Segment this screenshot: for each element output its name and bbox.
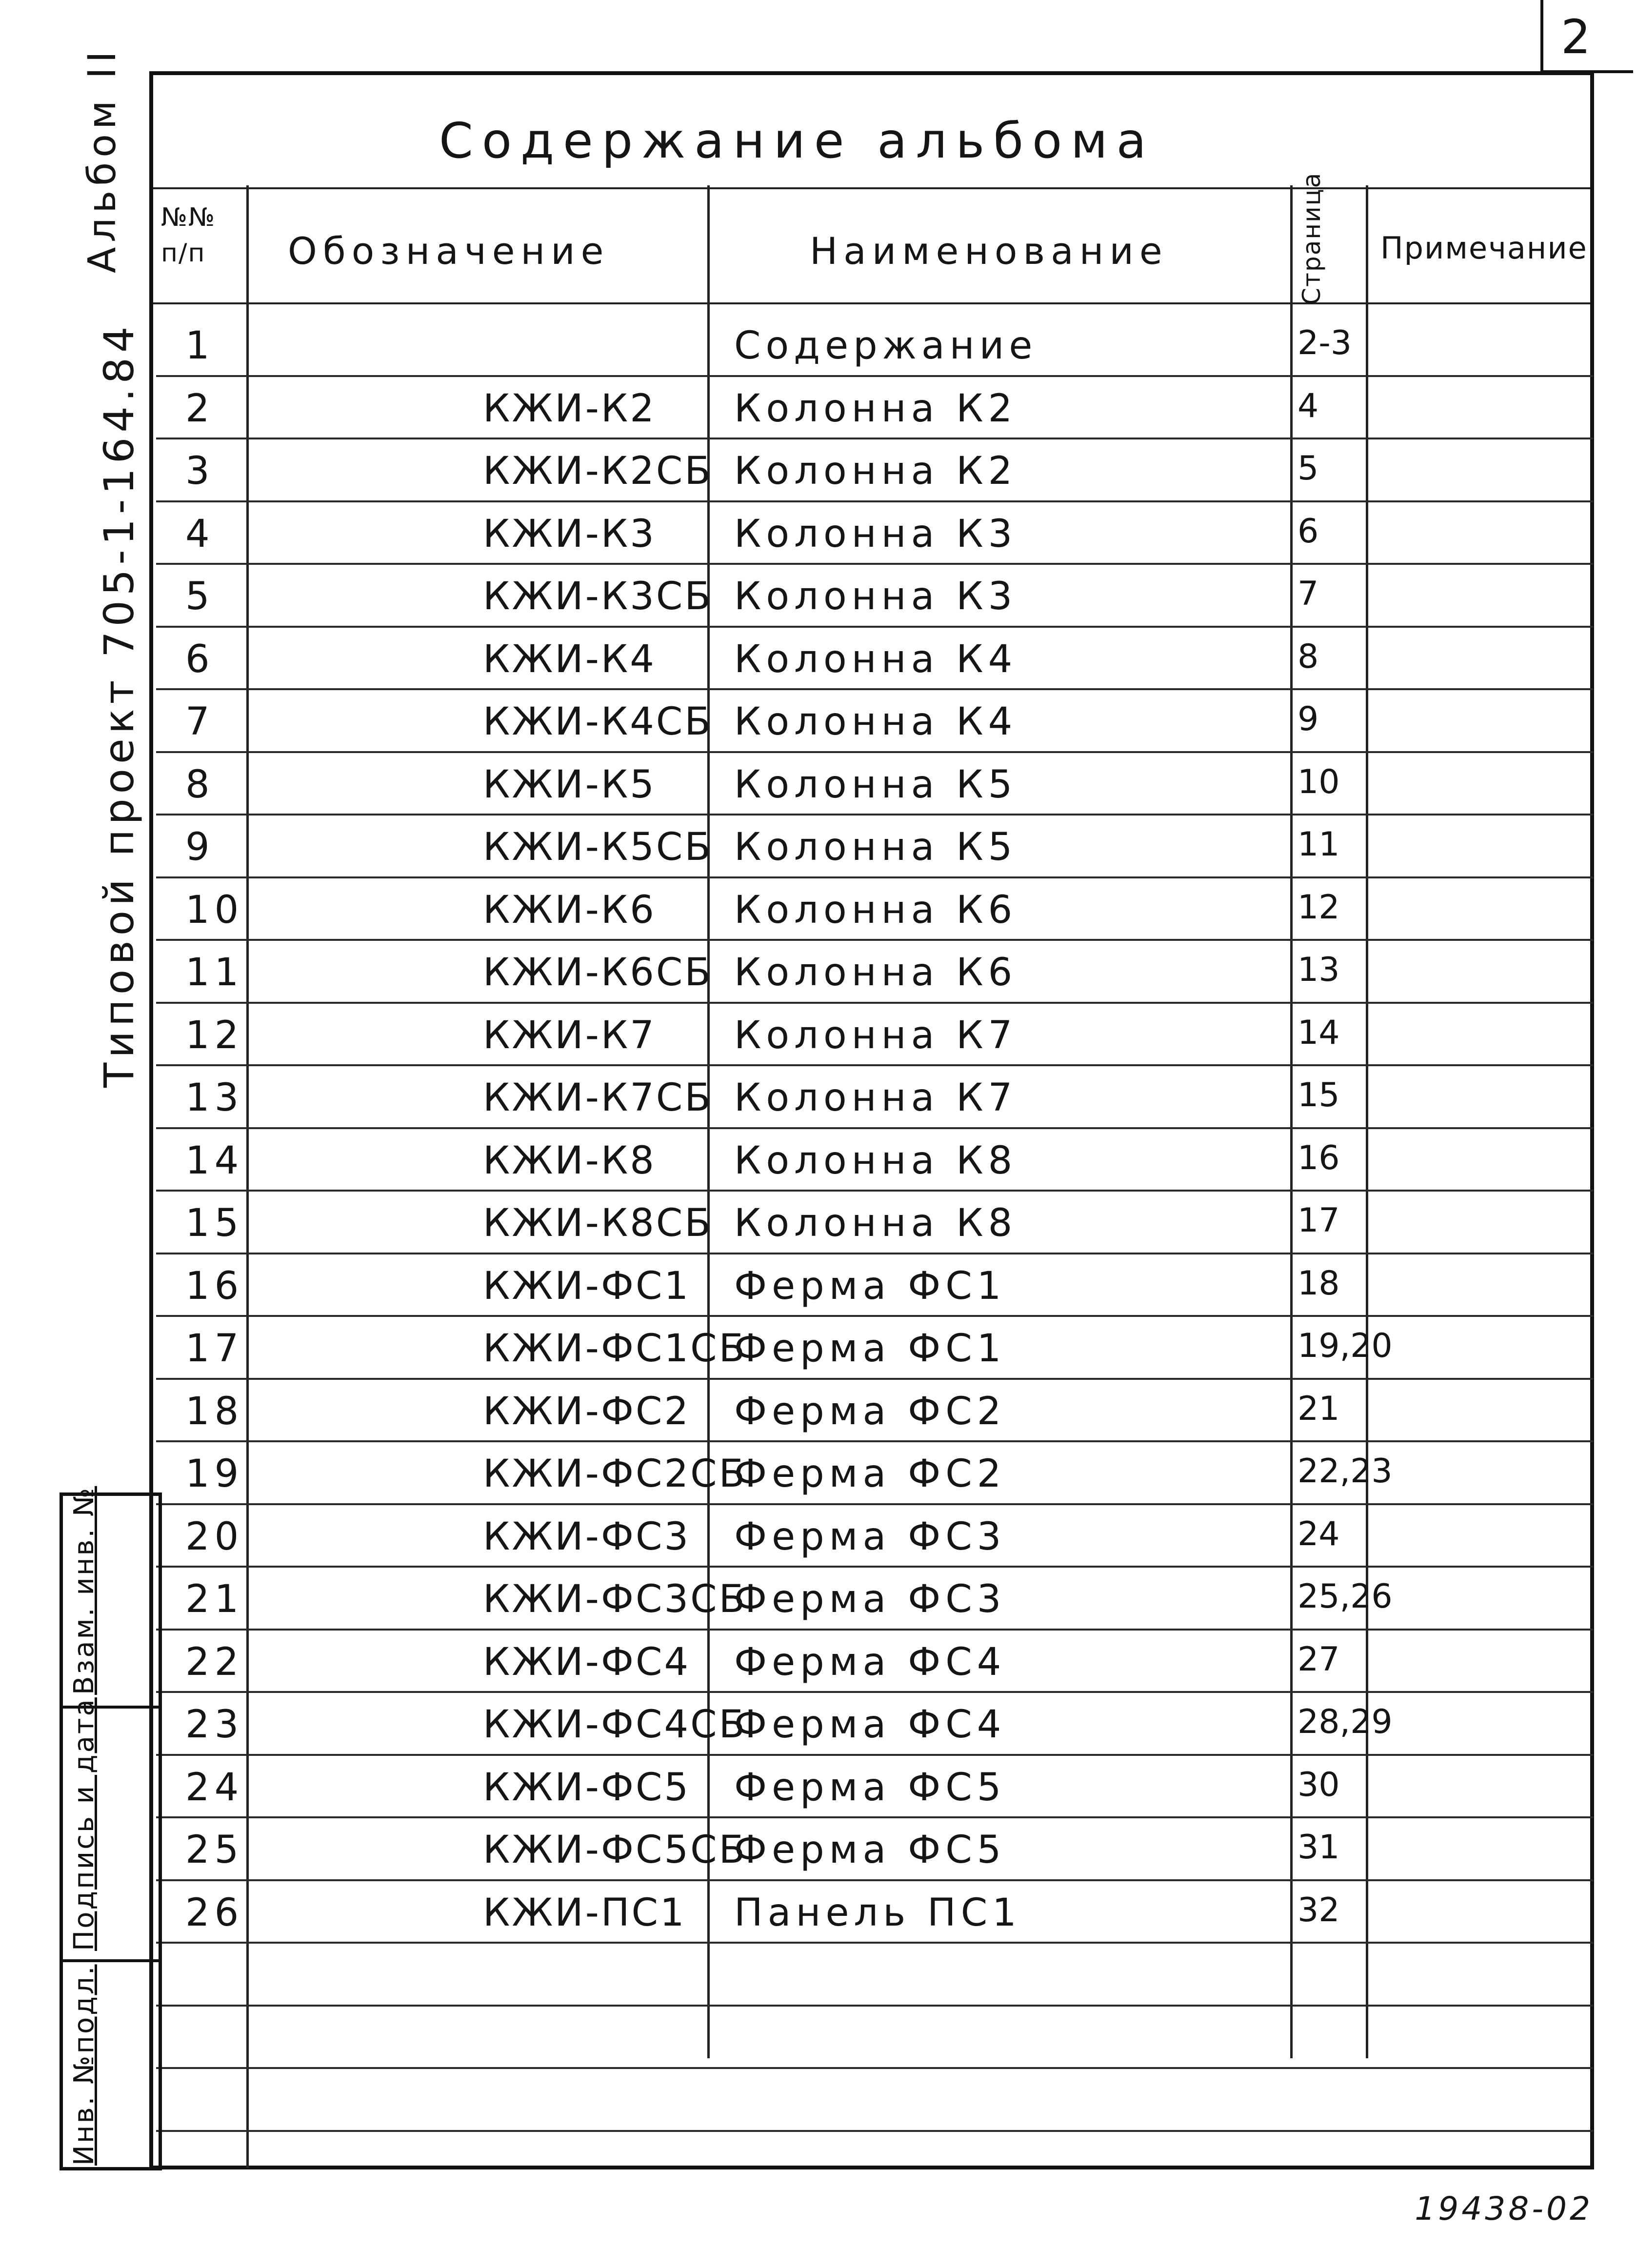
album-label: Альбом II [80,46,124,273]
row-number: 10 [185,888,244,932]
row-divider [156,1754,1593,1756]
row-designation: КЖИ-К8СБ [483,1201,713,1245]
row-designation: КЖИ-ПС1 [483,1891,686,1935]
row-divider [156,1127,1593,1129]
project-label: Типовой проект 705-1-164.84 [95,321,143,1088]
row-name: Колонна К2 [734,387,1018,431]
row-divider [156,1315,1593,1317]
row-divider [156,500,1593,502]
row-number: 15 [185,1201,244,1245]
row-designation: КЖИ-К6СБ [483,951,713,995]
row-page: 7 [1298,575,1319,613]
row-name: Ферма ФС2 [734,1452,1006,1496]
row-page: 22,23 [1298,1452,1393,1491]
row-divider [156,1002,1593,1004]
row-designation: КЖИ-ФС4СБ [483,1703,747,1747]
row-name: Содержание [734,324,1038,368]
row-designation: КЖИ-ФС2 [483,1390,691,1433]
row-name: Колонна К4 [734,637,1018,681]
row-divider [156,2005,1593,2007]
column-divider [246,185,249,2168]
row-designation: КЖИ-К7 [483,1014,656,1057]
row-name: Панель ПС1 [734,1891,1021,1935]
row-name: Ферма ФС1 [734,1264,1006,1308]
row-designation: КЖИ-ФС1 [483,1264,691,1308]
row-designation: КЖИ-К4 [483,637,656,681]
row-designation: КЖИ-ФС3 [483,1515,691,1559]
row-name: Ферма ФС2 [734,1390,1006,1433]
row-number: 24 [185,1766,244,1810]
stamp-vzam-inv: Взам. инв. № [68,1486,100,1695]
row-name: Колонна К3 [734,575,1018,618]
row-divider [156,563,1593,565]
row-designation: КЖИ-ФС4 [483,1640,691,1684]
row-divider [156,1253,1593,1254]
row-designation: КЖИ-К4СБ [483,700,713,744]
column-divider [1290,185,1293,2058]
row-number: 25 [185,1828,244,1872]
row-page: 12 [1298,888,1340,927]
row-designation: КЖИ-ФС5СБ [483,1828,747,1872]
row-number: 11 [185,951,244,995]
row-divider [156,375,1593,377]
row-page: 27 [1298,1640,1340,1679]
footer-code: 19438-02 [1415,2190,1593,2228]
row-name: Колонна К5 [734,763,1018,807]
column-divider [1366,185,1368,2058]
row-divider [156,1942,1593,1944]
row-designation: КЖИ-ФС3СБ [483,1577,747,1621]
row-designation: КЖИ-К3 [483,512,656,556]
row-name: Колонна К7 [734,1076,1018,1120]
row-divider [156,1064,1593,1066]
row-page: 32 [1298,1891,1340,1930]
row-page: 24 [1298,1515,1340,1553]
row-divider [156,1440,1593,1442]
row-page: 21 [1298,1390,1340,1428]
row-name: Ферма ФС5 [734,1828,1006,1872]
row-page: 28,29 [1298,1703,1393,1741]
row-number: 21 [185,1577,244,1621]
row-divider [156,1691,1593,1693]
row-page: 18 [1298,1264,1340,1303]
row-page: 13 [1298,951,1340,989]
row-name: Колонна К7 [734,1014,1018,1057]
row-number: 1 [185,324,215,368]
row-divider [156,939,1593,941]
row-divider [156,626,1593,628]
row-designation: КЖИ-К2СБ [483,449,713,493]
row-number: 20 [185,1515,244,1559]
row-designation: КЖИ-К6 [483,888,656,932]
row-divider [156,876,1593,878]
row-name: Колонна К6 [734,951,1018,995]
row-page: 14 [1298,1014,1340,1052]
row-divider [156,1503,1593,1505]
row-name: Колонна К5 [734,825,1018,869]
row-page: 15 [1298,1076,1340,1114]
row-designation: КЖИ-К8 [483,1139,656,1183]
row-designation: КЖИ-К5 [483,763,656,807]
row-number: 6 [185,637,215,681]
row-page: 31 [1298,1828,1340,1867]
page-title: Содержание альбома [439,112,1155,169]
row-page: 5 [1298,449,1319,488]
row-divider [156,1190,1593,1192]
row-name: Колонна К3 [734,512,1018,556]
row-number: 5 [185,575,215,618]
stamp-podpis-data: Подпись и дата [68,1697,100,1951]
page-number: 2 [1561,10,1596,64]
row-divider [156,1629,1593,1631]
row-divider [156,688,1593,690]
row-page: 16 [1298,1139,1340,1177]
row-page: 8 [1298,637,1319,676]
row-page: 2-3 [1298,324,1352,362]
row-number: 13 [185,1076,244,1120]
row-divider [156,1378,1593,1380]
row-designation: КЖИ-ФС2СБ [483,1452,747,1496]
row-page: 10 [1298,763,1340,801]
row-name: Ферма ФС3 [734,1577,1006,1621]
row-name: Ферма ФС4 [734,1640,1006,1684]
row-number: 18 [185,1390,244,1433]
row-number: 26 [185,1891,244,1935]
stamp-inv-podl: Инв. №подл. [68,1964,100,2166]
row-number: 4 [185,512,215,556]
row-designation: КЖИ-ФС5 [483,1766,691,1810]
row-name: Ферма ФС1 [734,1327,1006,1371]
row-number: 3 [185,449,215,493]
row-number: 2 [185,387,215,431]
row-number: 7 [185,700,215,744]
row-page: 11 [1298,825,1340,864]
row-divider [156,751,1593,753]
row-page: 19,20 [1298,1327,1393,1365]
header-divider [153,302,1590,304]
row-number: 16 [185,1264,244,1308]
row-designation: КЖИ-К2 [483,387,656,431]
title-divider [153,187,1590,189]
row-divider [156,1816,1593,1818]
row-name: Ферма ФС4 [734,1703,1006,1747]
row-divider [156,814,1593,816]
row-page: 17 [1298,1201,1340,1240]
row-name: Колонна К2 [734,449,1018,493]
row-name: Ферма ФС5 [734,1766,1006,1810]
row-number: 22 [185,1640,244,1684]
row-divider [156,438,1593,439]
row-designation: КЖИ-К3СБ [483,575,713,618]
header-name: Наименование [810,229,1168,273]
row-divider [156,1566,1593,1568]
row-number: 23 [185,1703,244,1747]
row-divider [156,1879,1593,1881]
row-page: 25,26 [1298,1577,1393,1616]
row-page: 9 [1298,700,1319,738]
row-designation: КЖИ-К5СБ [483,825,713,869]
row-number: 12 [185,1014,244,1057]
header-note: Примечание [1380,230,1588,266]
row-number: 19 [185,1452,244,1496]
row-number: 9 [185,825,215,869]
header-num: №№ п/п [161,203,216,268]
row-name: Колонна К6 [734,888,1018,932]
row-name: Колонна К8 [734,1139,1018,1183]
row-name: Колонна К8 [734,1201,1018,1245]
row-number: 14 [185,1139,244,1183]
row-designation: КЖИ-ФС1СБ [483,1327,747,1371]
row-name: Колонна К4 [734,700,1018,744]
row-designation: КЖИ-К7СБ [483,1076,713,1120]
row-page: 30 [1298,1766,1340,1804]
header-page: Страница [1298,172,1326,305]
row-page: 4 [1298,387,1319,425]
row-divider [156,2130,1593,2132]
row-number: 8 [185,763,215,807]
header-designation: Обозначение [288,229,610,273]
row-divider [156,2067,1593,2069]
row-page: 6 [1298,512,1319,551]
row-name: Ферма ФС3 [734,1515,1006,1559]
row-number: 17 [185,1327,244,1371]
